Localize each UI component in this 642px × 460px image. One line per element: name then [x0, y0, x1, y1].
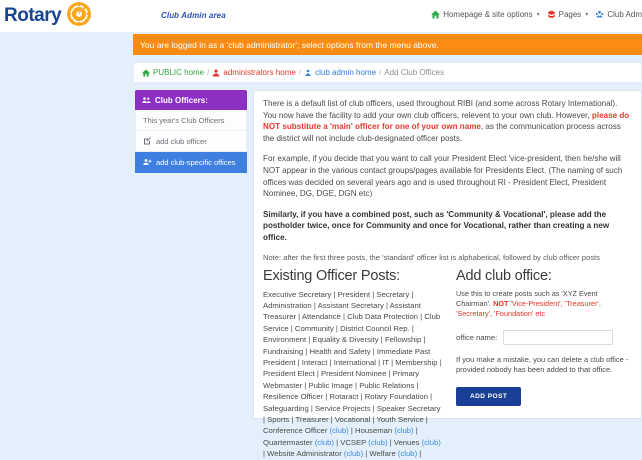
club-post-tag[interactable]: (club): [368, 437, 388, 447]
nav-item-club-admin[interactable]: [595, 10, 642, 19]
officer-post-item: Public Image: [308, 380, 353, 390]
officer-post-item: Service Projects: [315, 403, 371, 413]
club-admin-area-label: Club Admin area: [161, 11, 226, 20]
alphabetical-note: Note: after the first three posts, the 'standard' officer list is alphabetical, followed by club officer posts: [263, 252, 600, 262]
club-post-tag[interactable]: (club): [394, 426, 414, 436]
officer-post-item: Sports: [267, 415, 290, 424]
post-separator: |: [331, 289, 338, 299]
post-separator: |: [423, 415, 428, 424]
post-separator: |: [323, 392, 330, 402]
officer-post-item: Youth Service: [376, 415, 424, 424]
breadcrumb-label-public-home: PUBLIC home: [153, 68, 205, 77]
post-separator: |: [383, 300, 390, 310]
nav-label-pages: Pages: [558, 10, 582, 19]
officer-post-item: Resilience Officer: [263, 392, 324, 402]
post-separator: |: [348, 426, 356, 436]
breadcrumb-item-administrators-home[interactable]: [212, 68, 295, 77]
post-separator: |: [409, 323, 414, 333]
post-separator: |: [414, 380, 419, 390]
intro-warning-emphasis: please do NOT substitute a 'main' officer for one of your own name: [263, 110, 630, 132]
post-separator: |: [306, 335, 313, 345]
officer-post-item: Primary Webmaster: [263, 369, 420, 390]
post-separator: |: [327, 357, 334, 367]
officer-post-item: Quartermaster: [263, 437, 315, 447]
officer-post-item: Health and Safety: [309, 346, 371, 356]
chevron-down-icon: ▾: [585, 12, 589, 18]
post-separator: |: [388, 357, 396, 367]
post-separator: |: [314, 369, 321, 379]
brand-wordmark: Rotary: [4, 5, 62, 26]
post-separator: |: [295, 357, 302, 367]
post-separator: |: [328, 415, 335, 424]
breadcrumb-separator: /: [298, 68, 302, 77]
main-content-card: [253, 90, 642, 459]
officer-post-item: IT: [382, 357, 389, 367]
officer-post-item: Treasurer: [295, 415, 329, 424]
helper-not-keyword: NOT: [493, 298, 509, 308]
post-separator: |: [289, 415, 296, 424]
officer-post-item: Venues: [393, 437, 422, 447]
logged-in-alert-banner: You are logged in as a 'club administrator'; select options from the menu above.: [133, 34, 642, 55]
officer-post-item: Safeguarding: [263, 403, 309, 413]
sidebar-title: Club Officers:: [155, 95, 208, 105]
officer-post-item: Club Data Protection: [347, 312, 419, 322]
top-navigation: [431, 10, 642, 19]
breadcrumb-current-page: Add Club Offices: [384, 68, 445, 77]
rotary-gear-icon: [66, 1, 92, 32]
post-separator: |: [358, 392, 365, 402]
officer-post-item: Public Relations: [359, 380, 415, 390]
officer-post-item: President Elect: [263, 369, 315, 379]
breadcrumb-item-club-admin-home[interactable]: [304, 68, 376, 77]
nav-item-pages[interactable]: [547, 10, 589, 19]
post-separator: |: [418, 312, 425, 322]
breadcrumb-separator: /: [379, 68, 382, 77]
post-separator: |: [288, 323, 295, 333]
add-office-heading: Add club office:: [455, 267, 552, 284]
post-separator: |: [333, 323, 341, 333]
post-separator: |: [387, 437, 394, 447]
club-post-tag[interactable]: (club): [343, 449, 364, 459]
officer-post-item: Fundraising: [263, 346, 304, 356]
intro-text-part2: , as the communication process across the district will not include club-designated officer posts.: [263, 122, 621, 143]
officer-post-item: Community: [294, 323, 334, 333]
example-paragraph: For example, if you decide that you want to call your President Elect 'vice-president, then he/she will NOT appear in the various contact groups/pages available for Presidents Elect. (The naming of such offices was decided on several years ago and is used throughout RI - President Elect, President Nominee, DG, DGE, DGN etc): [263, 154, 623, 199]
officer-post-item: Interact: [301, 357, 328, 367]
post-separator: |: [421, 335, 426, 345]
officer-post-item: Administration: [263, 300, 312, 310]
office-name-label: office name:: [455, 332, 498, 342]
club-officers-sidebar: [135, 90, 247, 173]
combined-post-paragraph: Similarly, if you have a combined post, such as 'Community & Vocational', please add the postholder twice, once for Community and once for Vocational, rather than creating a new office.: [263, 209, 610, 242]
add-office-column: [456, 268, 632, 460]
sidebar-item-label: add club officer: [156, 136, 207, 146]
add-office-helper-text: [456, 289, 632, 320]
officer-post-item: Rotaract: [329, 392, 359, 402]
sidebar-item-add-club-officer[interactable]: [135, 131, 247, 152]
officer-post-item: Executive Secretary: [263, 289, 332, 299]
home-icon: [431, 10, 440, 19]
existing-posts-column: [263, 268, 442, 460]
helper-warning-text: 'Vice-President', 'Treasurer', 'Secretary', 'Foundation' etc: [455, 298, 601, 319]
post-separator: |: [413, 426, 418, 436]
group-icon: [304, 69, 312, 77]
sidebar-item-this-years-club-officers[interactable]: [135, 110, 247, 131]
home-icon: [142, 69, 150, 77]
post-separator: |: [333, 437, 341, 447]
intro-paragraph: [263, 98, 632, 144]
breadcrumb: [133, 62, 642, 83]
club-admin-icon: [595, 10, 604, 19]
post-separator: |: [363, 449, 370, 459]
intro-text-part1: There is a default list of club officers, used throughout RIBI (and some across Rotary International). You now have the facility to add your own club officers, relevent to your own club. However,: [263, 99, 618, 120]
officer-post-item: Fellowship: [384, 335, 422, 345]
post-separator: |: [263, 415, 268, 424]
officer-post-item: Speaker Secretary: [376, 403, 441, 413]
officer-post-item: Attendance: [301, 312, 341, 322]
post-separator: |: [308, 403, 316, 413]
rotary-logo[interactable]: [0, 1, 92, 32]
post-separator: |: [303, 346, 310, 356]
existing-posts-list: [263, 289, 442, 460]
post-separator: |: [378, 335, 385, 345]
post-separator: |: [409, 289, 414, 299]
post-separator: |: [437, 357, 442, 367]
officer-post-item: Website Administrator: [267, 449, 344, 459]
officer-post-item: Membership: [395, 357, 438, 367]
club-post-tag[interactable]: (club): [397, 449, 418, 459]
top-header-bar: [0, 0, 642, 32]
helper-plain-text: Use this to create posts such as 'XYZ Event Chairman'.: [455, 288, 598, 308]
post-separator: |: [311, 300, 318, 310]
officer-post-item: Assistant Treasurer: [263, 300, 421, 322]
edit-icon: [143, 137, 152, 145]
add-post-button[interactable]: ADD POST: [456, 387, 521, 406]
officer-post-item: Secretary: [376, 289, 410, 299]
club-post-tag[interactable]: (club): [329, 426, 349, 436]
existing-posts-heading: Existing Officer Posts:: [263, 267, 400, 284]
officer-post-item: VCSEP: [340, 437, 369, 447]
breadcrumb-item-public-home[interactable]: [142, 68, 204, 77]
officer-post-item: District Council Rep.: [340, 323, 410, 333]
post-separator: |: [370, 415, 377, 424]
officer-post-item: Assistant Secretary: [317, 300, 384, 310]
users-icon: [142, 96, 151, 104]
club-post-tag[interactable]: (club): [421, 437, 441, 447]
breadcrumb-label-club-admin-home: club admin home: [315, 68, 377, 77]
post-separator: |: [376, 357, 383, 367]
post-separator: |: [370, 289, 377, 299]
office-name-field-row: [456, 330, 632, 345]
user-plus-icon: [143, 158, 152, 166]
breadcrumb-separator: /: [207, 68, 210, 77]
delete-office-note: If you make a mistake, you can delete a club office - provided nobody has been added to that office.: [455, 354, 629, 375]
officer-post-item: President Nominee: [320, 369, 387, 379]
post-separator: |: [427, 392, 433, 402]
pages-icon: [547, 10, 556, 19]
officer-post-item: Conference Officer: [263, 426, 330, 436]
post-separator: |: [386, 369, 393, 379]
officer-post-item: Vocational: [334, 415, 371, 424]
breadcrumb-label-administrators-home: administrators home: [223, 68, 296, 77]
nav-item-homepage-site-options[interactable]: [431, 10, 539, 19]
officer-post-item: International: [333, 357, 376, 367]
officer-post-item: Welfare: [369, 449, 398, 459]
post-separator: |: [302, 380, 309, 390]
nav-label-homepage: Homepage & site options: [443, 10, 533, 19]
post-separator: |: [340, 312, 348, 322]
chevron-down-icon: ▾: [536, 12, 540, 18]
sidebar-item-label: This year's Club Officers: [143, 115, 225, 125]
officer-post-item: Environment: [263, 335, 307, 345]
sidebar-item-label: add club-specific offices: [156, 157, 236, 167]
officer-post-item: Houseman: [355, 426, 395, 436]
office-name-input[interactable]: [503, 330, 613, 345]
user-icon: [212, 69, 220, 77]
post-separator: |: [352, 380, 360, 390]
officer-post-item: Immediate Past President: [263, 346, 431, 367]
sidebar-header: [135, 90, 247, 110]
officer-post-item: Rotary Foundation: [364, 392, 428, 402]
officer-post-item: President: [337, 289, 371, 299]
post-separator: |: [263, 449, 268, 459]
post-separator: |: [417, 449, 422, 459]
club-post-tag[interactable]: (club): [314, 437, 334, 447]
officer-post-item: Equality & Diversity: [312, 335, 379, 345]
post-separator: |: [370, 346, 377, 356]
sidebar-item-add-club-specific-offices[interactable]: [135, 152, 247, 173]
post-separator: |: [296, 312, 302, 322]
nav-label-club-admin: Club Adm: [607, 10, 642, 19]
two-column-area: [263, 268, 632, 460]
officer-post-item: Club Service: [263, 312, 441, 333]
post-separator: |: [370, 403, 377, 413]
